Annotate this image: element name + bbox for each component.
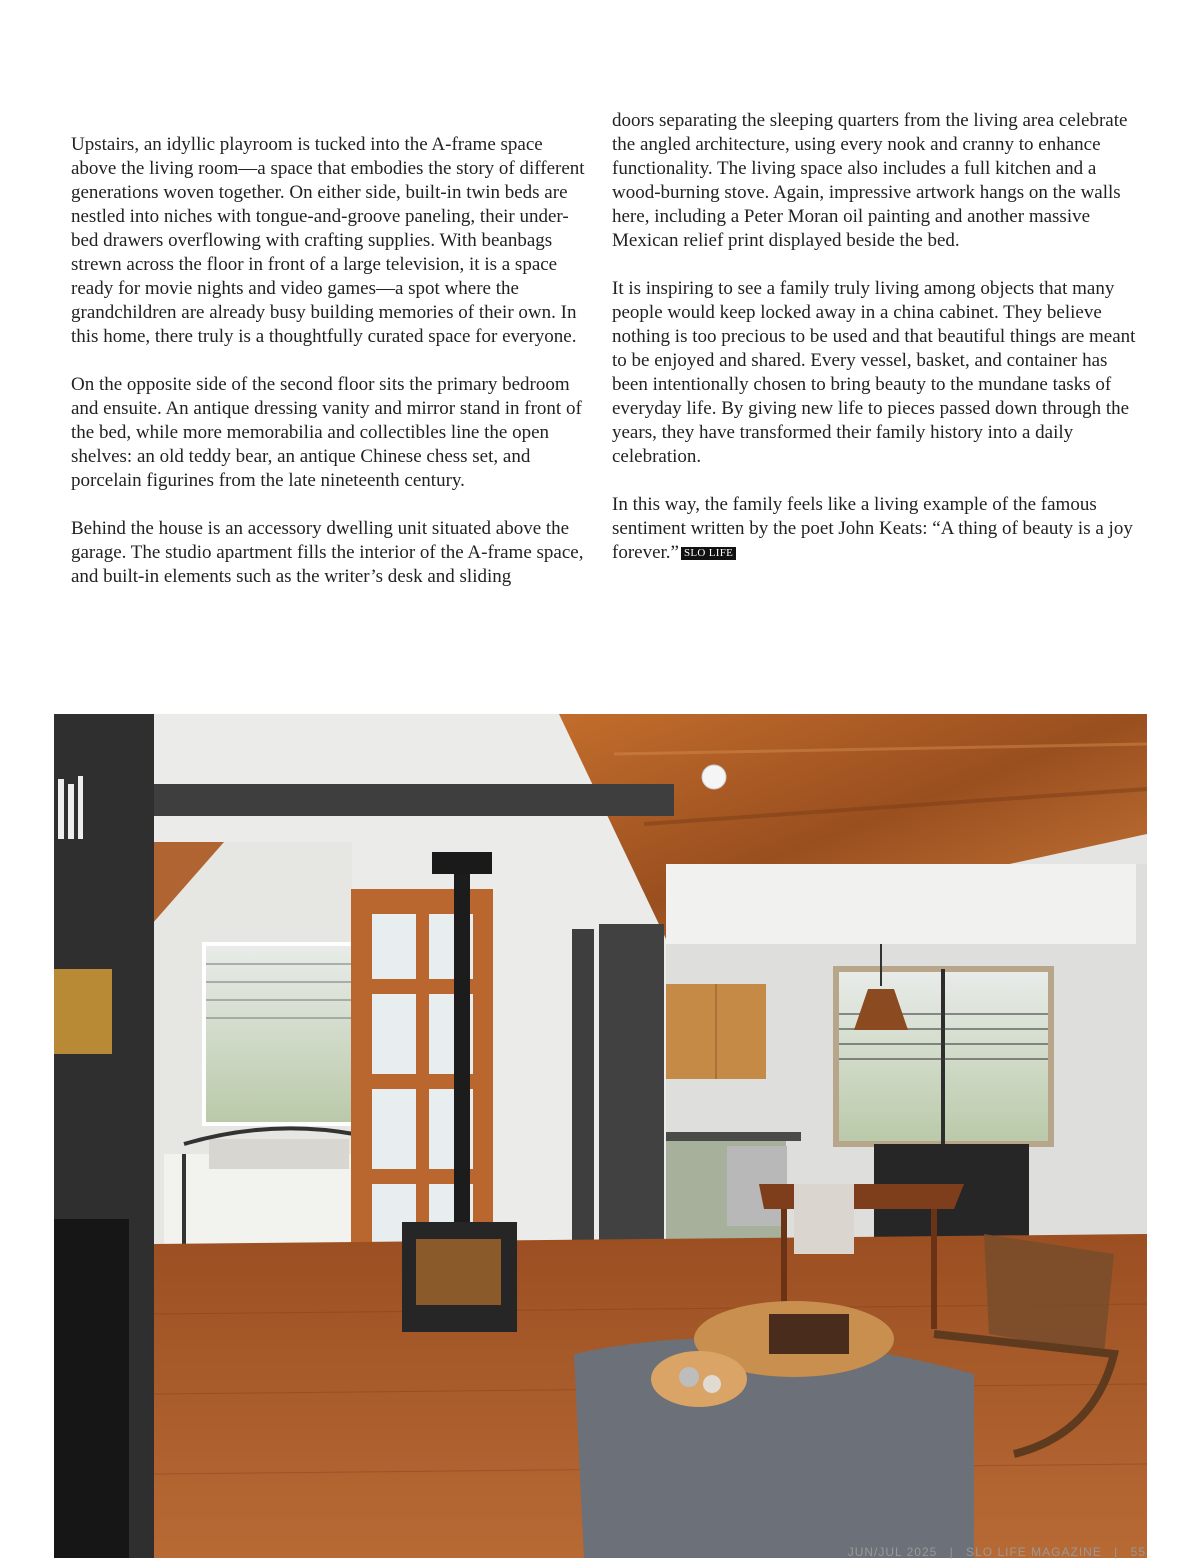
dining-table <box>759 1184 964 1209</box>
trim <box>134 784 674 816</box>
footer-issue: JUN/JUL 2025 <box>847 1545 938 1559</box>
paragraph-text: In this way, the family feels like a living example of the famous sentiment written by the poet John Keats: “A thing of beauty is a joy forever.” <box>612 494 1133 563</box>
desk-chair <box>54 1219 129 1558</box>
bedroom-window <box>204 944 354 1124</box>
page-footer <box>844 1545 1150 1559</box>
end-mark: SLO LIFE <box>681 547 736 560</box>
paragraph-final <box>612 493 1137 565</box>
footer-divider: | <box>1114 1545 1119 1559</box>
rocking-chair <box>984 1234 1114 1354</box>
paragraph: Behind the house is an accessory dwelling unit situated above the garage. The studio apartment fills the interior of the A-frame space, and built-in elements such as the writer’s desk and sliding <box>71 518 584 587</box>
artwork <box>54 969 112 1054</box>
article-column-left <box>71 133 591 613</box>
paragraph: Upstairs, an idyllic playroom is tucked into the A-frame space above the living room—a space that embodies the story of different generations woven together. On either side, built-in twin beds are nestled into niches with tongue-and-groove paneling, their under-bed drawers overflowing with crafting supplies. With beanbags strewn across the floor in front of a large television, it is a space ready for movie nights and video games—a spot where the grandchildren are already busy building memories of their own. In this home, there truly is a thoughtfully curated space for everyone. <box>71 134 585 347</box>
footer-divider: | <box>949 1545 954 1559</box>
paragraph: doors separating the sleeping quarters from the living area celebrate the angled architecture, using every nook and cranny to enhance functionality. The living space also includes a full kitchen and a wood-burning stove. Again, impressive artwork hangs on the walls here, including a Peter Moran oil painting and another massive Mexican relief print displayed beside the bed. <box>612 110 1128 251</box>
studio-apartment-illustration <box>54 714 1147 1558</box>
article-column-right <box>612 109 1137 589</box>
page-number: 55 <box>1130 1545 1146 1559</box>
footer-magazine: SLO LIFE MAGAZINE <box>966 1545 1102 1559</box>
column-shelf <box>599 924 664 1264</box>
paragraph: It is inspiring to see a family truly living among objects that many people would keep locked away in a china cabinet. They believe nothing is too precious to be used and that beautiful things are meant to be enjoyed and shared. Every vessel, basket, and container has been intentionally chosen to bring beauty to the mundane tasks of everyday life. By giving new life to pieces passed down through the years, they have transformed their family history into a daily celebration. <box>612 278 1136 467</box>
paragraph: On the opposite side of the second floor sits the primary bedroom and ensuite. An antique dressing vanity and mirror stand in front of the bed, while more memorabilia and collectibles line the open shelves: an old teddy bear, an antique Chinese chess set, and porcelain figurines from the late nineteenth century. <box>71 374 582 491</box>
interior-photo <box>54 714 1147 1558</box>
